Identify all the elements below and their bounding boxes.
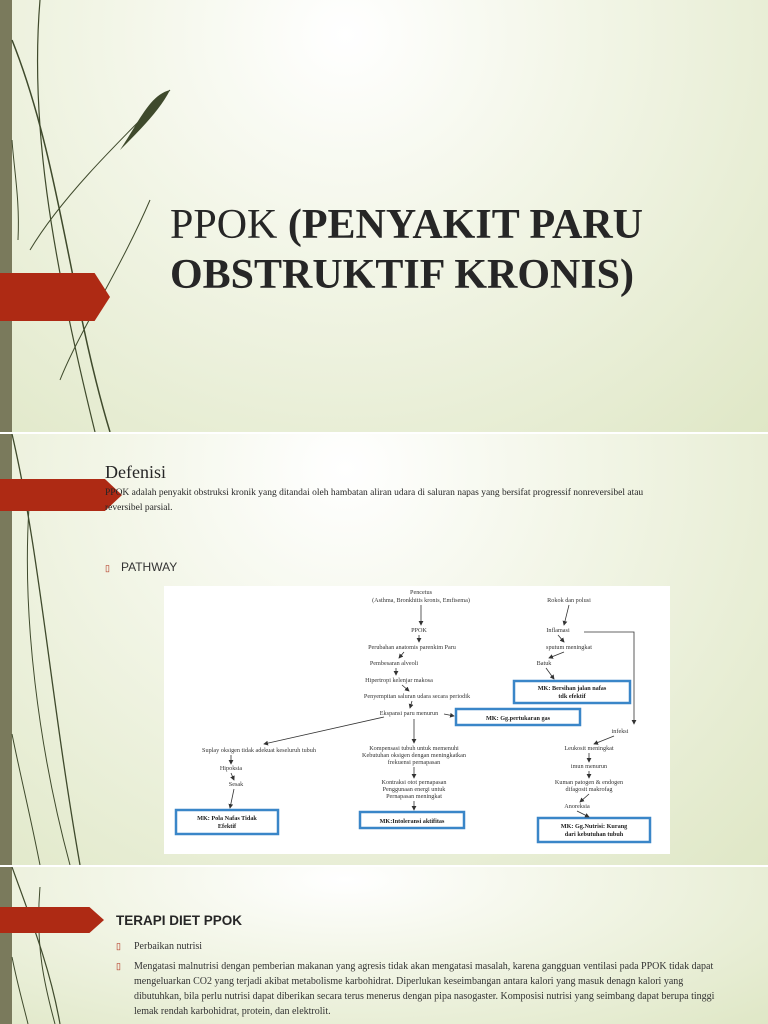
node-kompensasi-1: Kompensasi tubuh untuk memenuhi bbox=[369, 745, 459, 752]
square-bullet-icon: ▯ bbox=[105, 563, 110, 573]
slide-diet-therapy bbox=[0, 867, 768, 1024]
pathway-diagram-svg bbox=[164, 586, 670, 854]
node-infeksi: infeksi bbox=[611, 728, 629, 735]
slide-title-text: PPOK (PENYAKIT PARU OBSTRUKTIF KRONIS) bbox=[170, 202, 643, 298]
mk-nutrisi-box bbox=[538, 818, 650, 842]
node-ppok: PPOK bbox=[411, 627, 427, 634]
node-inflamasi: Inflamasi bbox=[546, 627, 570, 634]
node-rokok: Rokok dan polusi bbox=[547, 597, 591, 604]
node-kontraksi-1: Kontraksi otot pernapasan bbox=[381, 779, 447, 786]
section-accent-tag bbox=[0, 479, 122, 511]
pathway-diagram bbox=[164, 586, 670, 854]
pathway-bullet bbox=[105, 560, 177, 574]
node-kuman-1: Kuman patogen & endogen bbox=[554, 779, 624, 786]
node-sesak: Sesak bbox=[228, 781, 244, 788]
node-ekspansi: Ekspansi paru menurun bbox=[379, 710, 439, 717]
square-bullet-icon: ▯ bbox=[116, 941, 121, 951]
node-anoreksia: Anoreksia bbox=[564, 803, 590, 810]
node-imun: imun menurun bbox=[570, 763, 608, 770]
node-batuk: Batuk bbox=[536, 660, 552, 667]
node-perubahan: Perubahan anatomis parenkim Paru bbox=[368, 644, 456, 651]
node-kompensasi-3: frekuensi pernapasan bbox=[387, 759, 441, 766]
node-hipoksia: Hipoksia bbox=[219, 765, 243, 772]
mk-pola-line1: MK: Pola Nafas Tidak bbox=[197, 815, 257, 822]
node-suplay: Suplay oksigen tidak adekuat keseluruh tubuh bbox=[202, 747, 316, 754]
node-kuman-2: difagosit makrofag bbox=[565, 786, 613, 793]
node-kontraksi-3: Pernapasan meningkat bbox=[386, 793, 442, 800]
mk-pola-box bbox=[176, 810, 278, 834]
node-pencetus-list: (Asthma, Bronkhitis kronis, Emfisema) bbox=[372, 597, 470, 604]
list-item: ▯ Perbaikan nutrisi bbox=[116, 941, 203, 952]
mk-intoleransi-text: MK:Intoleransi aktifitas bbox=[379, 818, 445, 825]
node-pencetus: Pencetus bbox=[410, 589, 432, 596]
node-hipertropi: Hipertropi kelenjar makosa bbox=[365, 677, 433, 684]
node-sputum: sputum meningkat bbox=[546, 644, 592, 651]
mk-nutrisi-line2: dari kebutuhan tubuh bbox=[564, 831, 624, 838]
pathway-label: PATHWAY bbox=[121, 560, 178, 574]
node-kompensasi-2: Kebutuhan oksigen dengan meningkatkan bbox=[362, 752, 466, 759]
mk-bersihan-line1: MK: Bersihan jalan nafas bbox=[537, 685, 607, 692]
diet-list bbox=[116, 939, 726, 1024]
mk-pola-line2: Efektif bbox=[217, 823, 237, 830]
list-item: ▯ Mengatasi malnutrisi dengan pemberian makanan yang agresis tidak akan mengatasi masalah, karena gangguan ventilasi pada PPOK tidak dapat mengeluarkan CO2 yang terjadi akibat metabolisme karbohidrat. Diperlukan keseimbangan antara kalori yang masuk denagn kalori yang dibutuhkan, bila perlu nutrisi dapat diberikan secara terus menerus dengan pipa nasogaster. Komposisi nutrisi yang seimbang dapat berupa tinggi lemak rendah karbohidrat, protein, dan elektrolit. bbox=[116, 961, 715, 1017]
slide-definition bbox=[0, 434, 768, 865]
mk-nutrisi-line1: MK: Gg.Nutrisi: Kurang bbox=[560, 823, 628, 830]
definition-heading: Defenisi bbox=[105, 462, 166, 482]
title-accent-tag bbox=[0, 273, 110, 321]
node-pembesaran: Pembesaran alveoli bbox=[369, 660, 419, 667]
slide-title bbox=[0, 0, 768, 432]
node-leukosit: Leukosit meningkat bbox=[564, 745, 614, 752]
mk-bersihan-line2: tdk efektif bbox=[558, 693, 586, 700]
leaf-decoration bbox=[0, 867, 120, 1024]
section-accent-tag bbox=[0, 907, 104, 933]
node-penyempitan: Penyempitan saluran udara secara periodik bbox=[363, 693, 471, 700]
mk-gas-text: MK: Gg.pertukaran gas bbox=[485, 715, 551, 722]
node-kontraksi-2: Penggunaan energi untuk bbox=[382, 786, 446, 793]
definition-text: PPOK adalah penyakit obstruksi kronik yang ditandai oleh hambatan aliran udara di saluran napas yang bersifat progressif nonreversibel atau reversibel parsial. bbox=[105, 488, 644, 513]
diet-heading: TERAPI DIET PPOK bbox=[116, 913, 243, 928]
square-bullet-icon: ▯ bbox=[116, 961, 121, 971]
